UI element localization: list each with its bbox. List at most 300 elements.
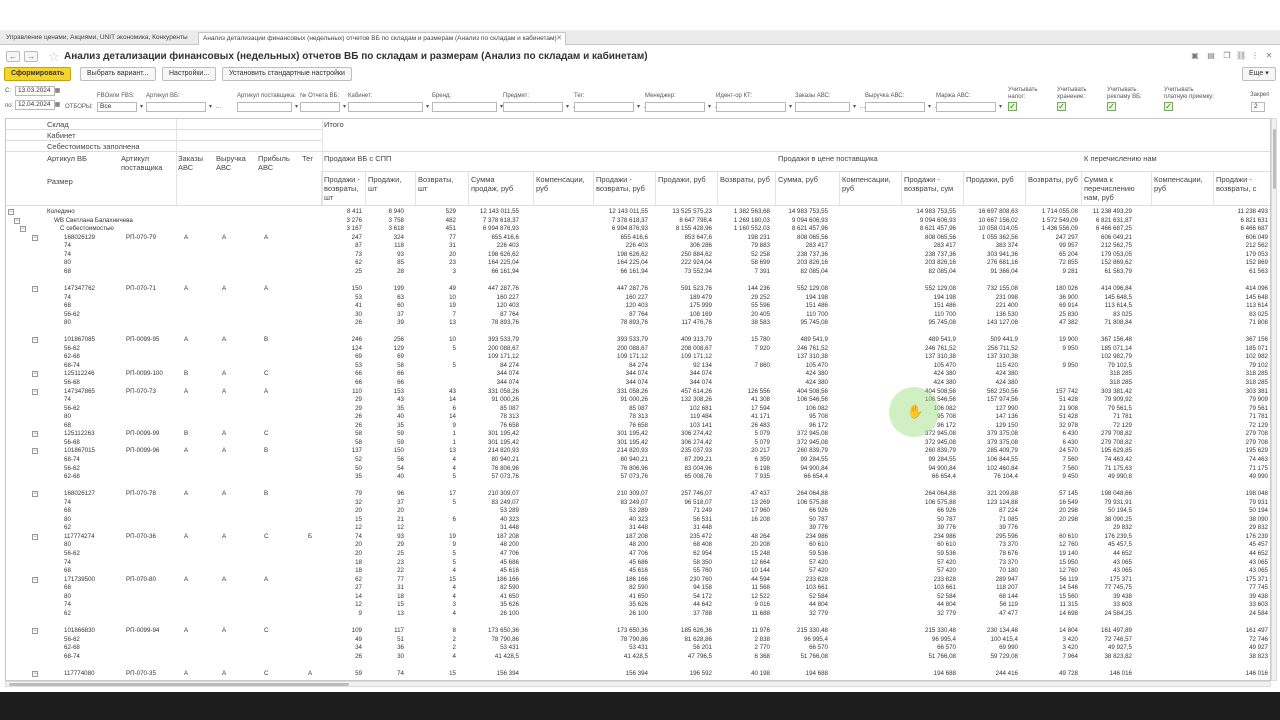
value-cell: 83 004,96	[684, 464, 712, 472]
table-row[interactable]	[6, 405, 1271, 414]
value-cell: 127 990	[995, 404, 1018, 412]
table-row[interactable]	[6, 259, 1271, 268]
value-cell: 29	[355, 404, 362, 412]
value-cell: 82 085,04	[928, 267, 956, 275]
value-cell: 424 380	[805, 370, 828, 378]
row-label: 117774274	[64, 532, 95, 540]
value-cell: 157 974,56	[987, 396, 1018, 404]
option-checkbox[interactable]: ✓	[1009, 102, 1016, 111]
table-row[interactable]	[6, 447, 1271, 456]
table-row[interactable]	[6, 490, 1271, 499]
value-cell: 303 381	[1245, 387, 1268, 395]
value-cell: 13 525 575,23	[672, 208, 712, 215]
table-row[interactable]	[6, 242, 1271, 251]
value-cell: 231 098	[995, 293, 1018, 301]
column-header[interactable]: Заказы АВС	[178, 154, 204, 172]
value-cell: 40 198	[751, 669, 770, 677]
orders-abc: А	[184, 447, 189, 455]
value-cell: 106 844,55	[987, 455, 1018, 463]
collapse-toggle-icon[interactable]: −	[33, 285, 37, 292]
supplier-article: РП-070-35	[126, 669, 156, 677]
collapse-toggle-icon[interactable]: −	[33, 533, 37, 540]
row-label: 80	[64, 413, 71, 421]
value-cell: 215 330,48	[925, 626, 956, 634]
pin-field[interactable]: 2	[1251, 102, 1265, 112]
collapse-toggle-icon[interactable]: −	[33, 337, 37, 344]
settings-button[interactable]: Настройки...	[162, 67, 216, 81]
value-cell: 80 940,21	[491, 455, 519, 463]
collapse-toggle-icon[interactable]: −	[33, 670, 37, 677]
calendar-icon[interactable]: ▦	[54, 102, 61, 108]
table-row[interactable]	[6, 234, 1271, 243]
value-cell: 238 737,36	[797, 250, 828, 258]
more-label: Еще	[1249, 70, 1264, 77]
chevron-down-icon[interactable]: ▾	[636, 104, 640, 110]
more-button[interactable]: Еще ▾	[1242, 67, 1276, 81]
row-label: 74	[64, 601, 71, 609]
option-label: хранение:	[1057, 94, 1085, 100]
horizontal-scrollbar[interactable]	[5, 681, 1271, 687]
period-to-field[interactable]: 12.04.2024	[15, 100, 55, 110]
table-row[interactable]	[6, 567, 1271, 576]
column-header[interactable]: Тег	[302, 154, 314, 163]
value-cell: 21 908	[1059, 404, 1078, 412]
more-menu-icon[interactable]: ⋮	[1251, 51, 1259, 60]
filter-field[interactable]	[574, 102, 634, 112]
table-row[interactable]	[6, 319, 1271, 328]
value-cell: 10 144	[751, 567, 770, 575]
value-cell: 76 806,96	[491, 464, 519, 472]
chevron-down-icon[interactable]: ▾	[499, 104, 503, 110]
column-header[interactable]: Артикул поставщика	[121, 154, 163, 172]
table-row[interactable]	[6, 465, 1271, 474]
column-header[interactable]: Компенсации, руб	[536, 175, 585, 193]
period-to-label: по:	[5, 103, 14, 109]
value-cell: 156 394	[496, 669, 519, 677]
table-row[interactable]	[6, 550, 1271, 559]
row-label: С себестоимостью	[60, 225, 114, 233]
value-cell: 83 249,07	[620, 498, 648, 506]
value-cell: 44 594	[751, 575, 770, 583]
tab-price-management[interactable]	[2, 32, 196, 45]
revenue-abc: А	[222, 387, 227, 395]
value-cell: 79 561	[1249, 404, 1268, 412]
filter-field[interactable]	[237, 102, 292, 112]
filter-field[interactable]	[936, 102, 996, 112]
value-cell: 25	[397, 550, 404, 557]
collapse-toggle-icon[interactable]: −	[33, 431, 37, 438]
value-cell: 95 745,08	[928, 319, 956, 327]
table-row[interactable]	[6, 294, 1271, 303]
table-row[interactable]	[6, 379, 1271, 388]
table-row[interactable]	[6, 473, 1271, 482]
value-cell: 53 431	[629, 644, 648, 652]
table-row[interactable]	[6, 362, 1271, 371]
value-cell: 7 920	[754, 344, 770, 352]
chevron-down-icon[interactable]: ▾	[852, 104, 856, 110]
table-row[interactable]	[6, 559, 1271, 568]
value-cell: 32	[355, 498, 362, 506]
value-cell: 424 380	[805, 379, 828, 386]
table-row[interactable]	[6, 345, 1271, 354]
revenue-abc: А	[222, 447, 227, 455]
value-cell: 301 195,42	[617, 438, 648, 446]
table-row[interactable]	[6, 439, 1271, 448]
chevron-down-icon[interactable]: ▾	[565, 104, 569, 110]
table-row[interactable]	[6, 413, 1271, 422]
column-header[interactable]: Возвраты, руб	[1028, 175, 1078, 184]
filter-label: № Отчета ВБ:	[300, 93, 340, 99]
column-divider	[415, 171, 416, 205]
value-cell: 235 472	[689, 532, 712, 540]
table-row[interactable]	[6, 285, 1271, 294]
table-row[interactable]	[6, 422, 1271, 431]
print-icon[interactable]: ▤	[1207, 51, 1215, 60]
chevron-down-icon[interactable]: ▾	[139, 104, 143, 110]
row-label: 56-62	[64, 344, 80, 352]
value-cell: 489 541,9	[928, 336, 956, 344]
value-cell: 61 563,79	[1104, 267, 1132, 275]
supplier-article: РП-070-73	[126, 387, 156, 395]
value-cell: 808 065,56	[925, 233, 956, 241]
value-cell: 41 650	[500, 592, 519, 600]
value-cell: 37 788	[693, 609, 712, 617]
filter-field[interactable]	[865, 102, 925, 112]
column-header[interactable]: Продажи - возвраты, шт	[324, 175, 360, 202]
value-cell: 9 016	[754, 601, 770, 609]
table-row[interactable]	[6, 208, 1271, 217]
row-label: 147347865	[64, 387, 95, 395]
table-row[interactable]	[6, 370, 1271, 379]
value-cell: 20	[355, 541, 362, 549]
profit-abc: А	[264, 575, 269, 583]
value-cell: 109 171,12	[681, 353, 712, 361]
chevron-down-icon[interactable]: ▾	[294, 104, 298, 110]
chevron-down-icon[interactable]: ▾	[208, 104, 212, 110]
column-header[interactable]: Возвраты, руб	[720, 175, 770, 184]
value-cell: 367 156,48	[1101, 336, 1132, 344]
value-cell: 7 860	[754, 361, 770, 369]
filter-field[interactable]	[348, 102, 423, 112]
value-cell: 6 359	[754, 455, 770, 463]
collapse-toggle-icon[interactable]: −	[33, 388, 37, 395]
scroll-thumb[interactable]	[9, 683, 349, 686]
value-cell: 137	[351, 447, 362, 455]
value-cell: 404 508,56	[925, 387, 956, 395]
value-cell: 17 960	[751, 507, 770, 515]
value-cell: 289 947	[995, 575, 1018, 583]
value-cell: 7 560	[1062, 464, 1078, 472]
value-cell: 48 200	[500, 541, 519, 549]
value-cell: 318 285	[1245, 370, 1268, 378]
column-header[interactable]: Продажи - возвраты, сум	[904, 175, 954, 193]
table-row[interactable]	[6, 576, 1271, 585]
tag-value: Б	[308, 532, 313, 540]
table-row[interactable]	[6, 644, 1271, 653]
chevron-down-icon[interactable]: ▾	[342, 104, 346, 110]
column-header[interactable]: Артикул ВБ	[47, 154, 87, 163]
value-cell: 234 986	[805, 532, 828, 540]
period-from-label: С:	[5, 88, 11, 94]
select-icon[interactable]: …	[215, 104, 222, 110]
column-divider	[593, 171, 594, 205]
favorite-star-icon[interactable]: ☆	[48, 49, 60, 64]
filter-field[interactable]	[503, 102, 563, 112]
value-cell: 82 085,04	[800, 267, 828, 275]
filter-field[interactable]	[146, 102, 206, 112]
value-cell: 105 470	[805, 361, 828, 369]
value-cell: 31 448	[629, 524, 648, 532]
column-header[interactable]: Прибыль АВС	[258, 154, 290, 172]
choose-variant-button[interactable]: Выбрать вариант...	[80, 67, 156, 81]
table-row[interactable]	[6, 336, 1271, 345]
column-header[interactable]: Продажи, шт	[368, 175, 402, 193]
value-cell: 71 175,63	[1104, 464, 1132, 472]
chevron-down-icon[interactable]: ▾	[425, 104, 429, 110]
value-cell: 146 016	[1245, 669, 1268, 677]
chevron-down-icon[interactable]: ▾	[788, 104, 792, 110]
value-cell: 110 700	[934, 310, 956, 318]
value-cell: 210 309,07	[488, 490, 519, 498]
value-cell: 43	[449, 387, 456, 395]
table-row[interactable]	[6, 593, 1271, 602]
table-row[interactable]	[6, 302, 1271, 311]
value-cell: 8 155 428,96	[675, 225, 712, 233]
value-cell: 344 074	[689, 379, 712, 386]
value-cell: 95 708	[937, 413, 956, 421]
value-cell: 71 781	[1113, 413, 1132, 421]
value-cell: 72 746	[1249, 635, 1268, 643]
value-cell: 87 299,21	[684, 455, 712, 463]
value-cell: 175 371	[1245, 575, 1268, 583]
collapse-toggle-icon[interactable]: −	[33, 448, 37, 455]
value-cell: 2	[452, 635, 456, 643]
value-cell: 1	[452, 430, 456, 438]
chevron-down-icon[interactable]: ▾	[927, 104, 931, 110]
value-cell: 179 053	[1245, 250, 1268, 258]
value-cell: 52 584	[937, 592, 956, 600]
value-cell: 19	[449, 302, 456, 310]
filter-field[interactable]	[300, 102, 340, 112]
table-row[interactable]	[6, 516, 1271, 525]
vertical-scrollbar[interactable]	[1271, 118, 1277, 681]
value-cell: 109 171,12	[488, 353, 519, 361]
value-cell: 51 766,08	[800, 652, 828, 660]
value-cell: 14 983 753,55	[916, 208, 956, 215]
chevron-down-icon[interactable]: ▾	[998, 104, 1002, 110]
value-cell: 208 008,67	[681, 344, 712, 352]
filter-field[interactable]: Все	[97, 102, 137, 112]
table-row[interactable]	[6, 499, 1271, 508]
value-cell: 84 274	[500, 361, 519, 369]
standard-settings-button[interactable]: Установить стандартные настройки	[222, 67, 352, 81]
scroll-thumb[interactable]	[1273, 129, 1276, 189]
value-cell: 72 855	[1059, 259, 1078, 267]
select-icon[interactable]: …	[859, 104, 866, 110]
filter-field[interactable]	[432, 102, 497, 112]
value-cell: 295 596	[995, 532, 1018, 540]
filter-field[interactable]	[716, 102, 786, 112]
table-row[interactable]	[6, 396, 1271, 405]
value-cell: 55 596	[751, 302, 770, 310]
table-row[interactable]	[6, 524, 1271, 533]
value-cell: 606 049	[1245, 233, 1268, 241]
value-cell: 43 065	[1249, 567, 1268, 575]
value-cell: 1 269 180,03	[733, 216, 770, 224]
filter-label: Выручка АВС:	[865, 93, 905, 99]
value-cell: 71 808	[1249, 319, 1268, 327]
table-row[interactable]	[6, 636, 1271, 645]
save-icon[interactable]: ▣	[1191, 51, 1199, 60]
collapse-toggle-icon[interactable]: −	[33, 234, 37, 241]
value-cell: 71 808,84	[1104, 319, 1132, 327]
value-cell: 283 417	[933, 242, 956, 250]
value-cell: 7	[452, 310, 456, 318]
value-cell: 117	[394, 626, 404, 634]
filter-field[interactable]	[645, 102, 705, 112]
close-window-icon[interactable]: ✕	[1265, 51, 1273, 60]
table-row[interactable]	[6, 670, 1271, 679]
collapse-toggle-icon[interactable]: −	[33, 627, 37, 634]
option-checkbox[interactable]: ✓	[1108, 102, 1115, 111]
collapse-toggle-icon[interactable]: −	[21, 226, 25, 233]
report-grid[interactable]	[5, 118, 1271, 681]
column-header[interactable]: Продажи, руб	[658, 175, 706, 184]
row-label: 171739500	[64, 575, 95, 583]
filter-field[interactable]	[795, 102, 850, 112]
column-header[interactable]: Сумма к перечислению нам, руб	[1084, 175, 1135, 202]
value-cell: 23	[397, 558, 404, 566]
column-header[interactable]: Выручка АВС	[216, 154, 246, 172]
value-cell: 732 155,08	[987, 284, 1018, 292]
table-row[interactable]	[6, 430, 1271, 439]
collapse-toggle-icon[interactable]: −	[33, 576, 37, 583]
value-cell: 1 382 563,68	[733, 208, 770, 215]
value-cell: 552 129,08	[797, 284, 828, 292]
copy-icon[interactable]: ❐	[1223, 51, 1231, 60]
link-icon[interactable]: ⛓	[1236, 51, 1247, 60]
value-cell: 173 650,36	[488, 626, 519, 634]
row-label: 62-68	[64, 644, 80, 652]
row-label: WB Светлана Балахничева	[54, 216, 133, 224]
value-cell: 61 563	[1249, 267, 1268, 275]
value-cell: 655 416,6	[491, 233, 519, 241]
generate-button[interactable]: Сформировать	[4, 67, 71, 81]
table-row[interactable]	[6, 601, 1271, 610]
value-cell: 5 079	[754, 438, 770, 446]
column-header[interactable]: Компенсации, руб	[1154, 175, 1203, 193]
collapse-toggle-icon[interactable]: −	[9, 209, 13, 215]
value-cell: 372 945,08	[797, 438, 828, 446]
tab-financial-report[interactable]	[198, 32, 566, 45]
value-cell: 71 085	[999, 515, 1018, 523]
column-header[interactable]: Продажи, руб	[966, 175, 1014, 184]
revenue-abc: А	[222, 430, 227, 438]
column-header[interactable]: Сумма продаж, руб	[471, 175, 514, 193]
value-cell: 17 594	[751, 404, 770, 412]
option-label: Учитывать	[1107, 87, 1137, 93]
option-checkbox[interactable]: ✓	[1165, 102, 1172, 111]
value-cell: 59	[355, 669, 362, 677]
value-cell: 41 171	[751, 413, 770, 421]
column-header[interactable]: Продажи - возвраты, руб	[596, 175, 645, 193]
header-divider	[6, 140, 322, 141]
value-cell: 2 838	[754, 635, 770, 643]
value-cell: 187 208	[496, 532, 519, 540]
value-cell: 283 417	[805, 242, 828, 250]
row-label: 101867085	[64, 336, 95, 344]
table-row[interactable]	[6, 627, 1271, 636]
table-row[interactable]	[6, 533, 1271, 542]
value-cell: 56 119	[1059, 575, 1078, 583]
value-cell: 60 610	[1059, 532, 1078, 540]
value-cell: 77	[397, 575, 404, 583]
option-checkbox[interactable]: ✓	[1058, 102, 1065, 111]
column-header[interactable]: Компенсации, руб	[842, 175, 891, 193]
collapse-toggle-icon[interactable]: −	[15, 217, 19, 224]
value-cell: 28	[397, 267, 404, 275]
value-cell: 5	[452, 558, 456, 566]
value-cell: 45 686	[629, 558, 648, 566]
value-cell: 53 289	[500, 507, 519, 515]
value-cell: 19 140	[1059, 550, 1078, 557]
table-row[interactable]	[6, 388, 1271, 397]
table-row[interactable]	[6, 225, 1271, 234]
value-cell: 26 100	[629, 609, 648, 617]
close-icon[interactable]: ✕	[556, 35, 562, 42]
value-cell: 96 172	[809, 421, 828, 429]
value-cell: 41 428,5	[494, 652, 519, 660]
value-cell: 66	[355, 370, 362, 378]
table-row[interactable]	[6, 584, 1271, 593]
table-row[interactable]	[6, 610, 1271, 619]
value-cell: 40 323	[500, 515, 519, 523]
forward-arrow-icon[interactable]: →	[24, 51, 38, 62]
table-row[interactable]	[6, 653, 1271, 662]
table-row[interactable]	[6, 353, 1271, 362]
value-cell: 102 460,84	[987, 464, 1018, 472]
collapse-toggle-icon[interactable]: −	[33, 371, 37, 378]
table-row[interactable]	[6, 268, 1271, 277]
table-row[interactable]	[6, 251, 1271, 260]
value-cell: 233 828	[933, 575, 956, 583]
calendar-icon[interactable]: ▦	[54, 88, 61, 94]
table-row[interactable]	[6, 507, 1271, 516]
value-cell: 79 102,5	[1107, 361, 1132, 369]
table-row[interactable]	[6, 311, 1271, 320]
value-cell: 62	[355, 259, 362, 267]
back-arrow-icon[interactable]: ←	[6, 51, 20, 62]
value-cell: 164 225,04	[617, 259, 648, 267]
collapse-toggle-icon[interactable]: −	[33, 491, 37, 498]
table-row[interactable]	[6, 217, 1271, 226]
table-row[interactable]	[6, 541, 1271, 550]
table-row[interactable]	[6, 456, 1271, 465]
period-from-field[interactable]: 13.03.2024	[15, 86, 55, 96]
column-header[interactable]: Продажи - возвраты, с	[1216, 175, 1257, 193]
column-header[interactable]: Возвраты, шт	[418, 175, 454, 193]
value-cell: 175 999	[689, 302, 712, 310]
column-header[interactable]: Сумма, руб	[778, 175, 818, 184]
chevron-down-icon[interactable]: ▾	[707, 104, 711, 110]
value-cell: 52 584	[809, 592, 828, 600]
value-cell: 66 654,4	[803, 473, 828, 481]
value-cell: 62	[355, 575, 362, 583]
value-cell: 256 711,52	[987, 344, 1018, 352]
supplier-article: РП-0099-95	[126, 336, 160, 344]
revenue-abc: А	[222, 490, 227, 498]
value-cell: 53	[355, 361, 362, 369]
